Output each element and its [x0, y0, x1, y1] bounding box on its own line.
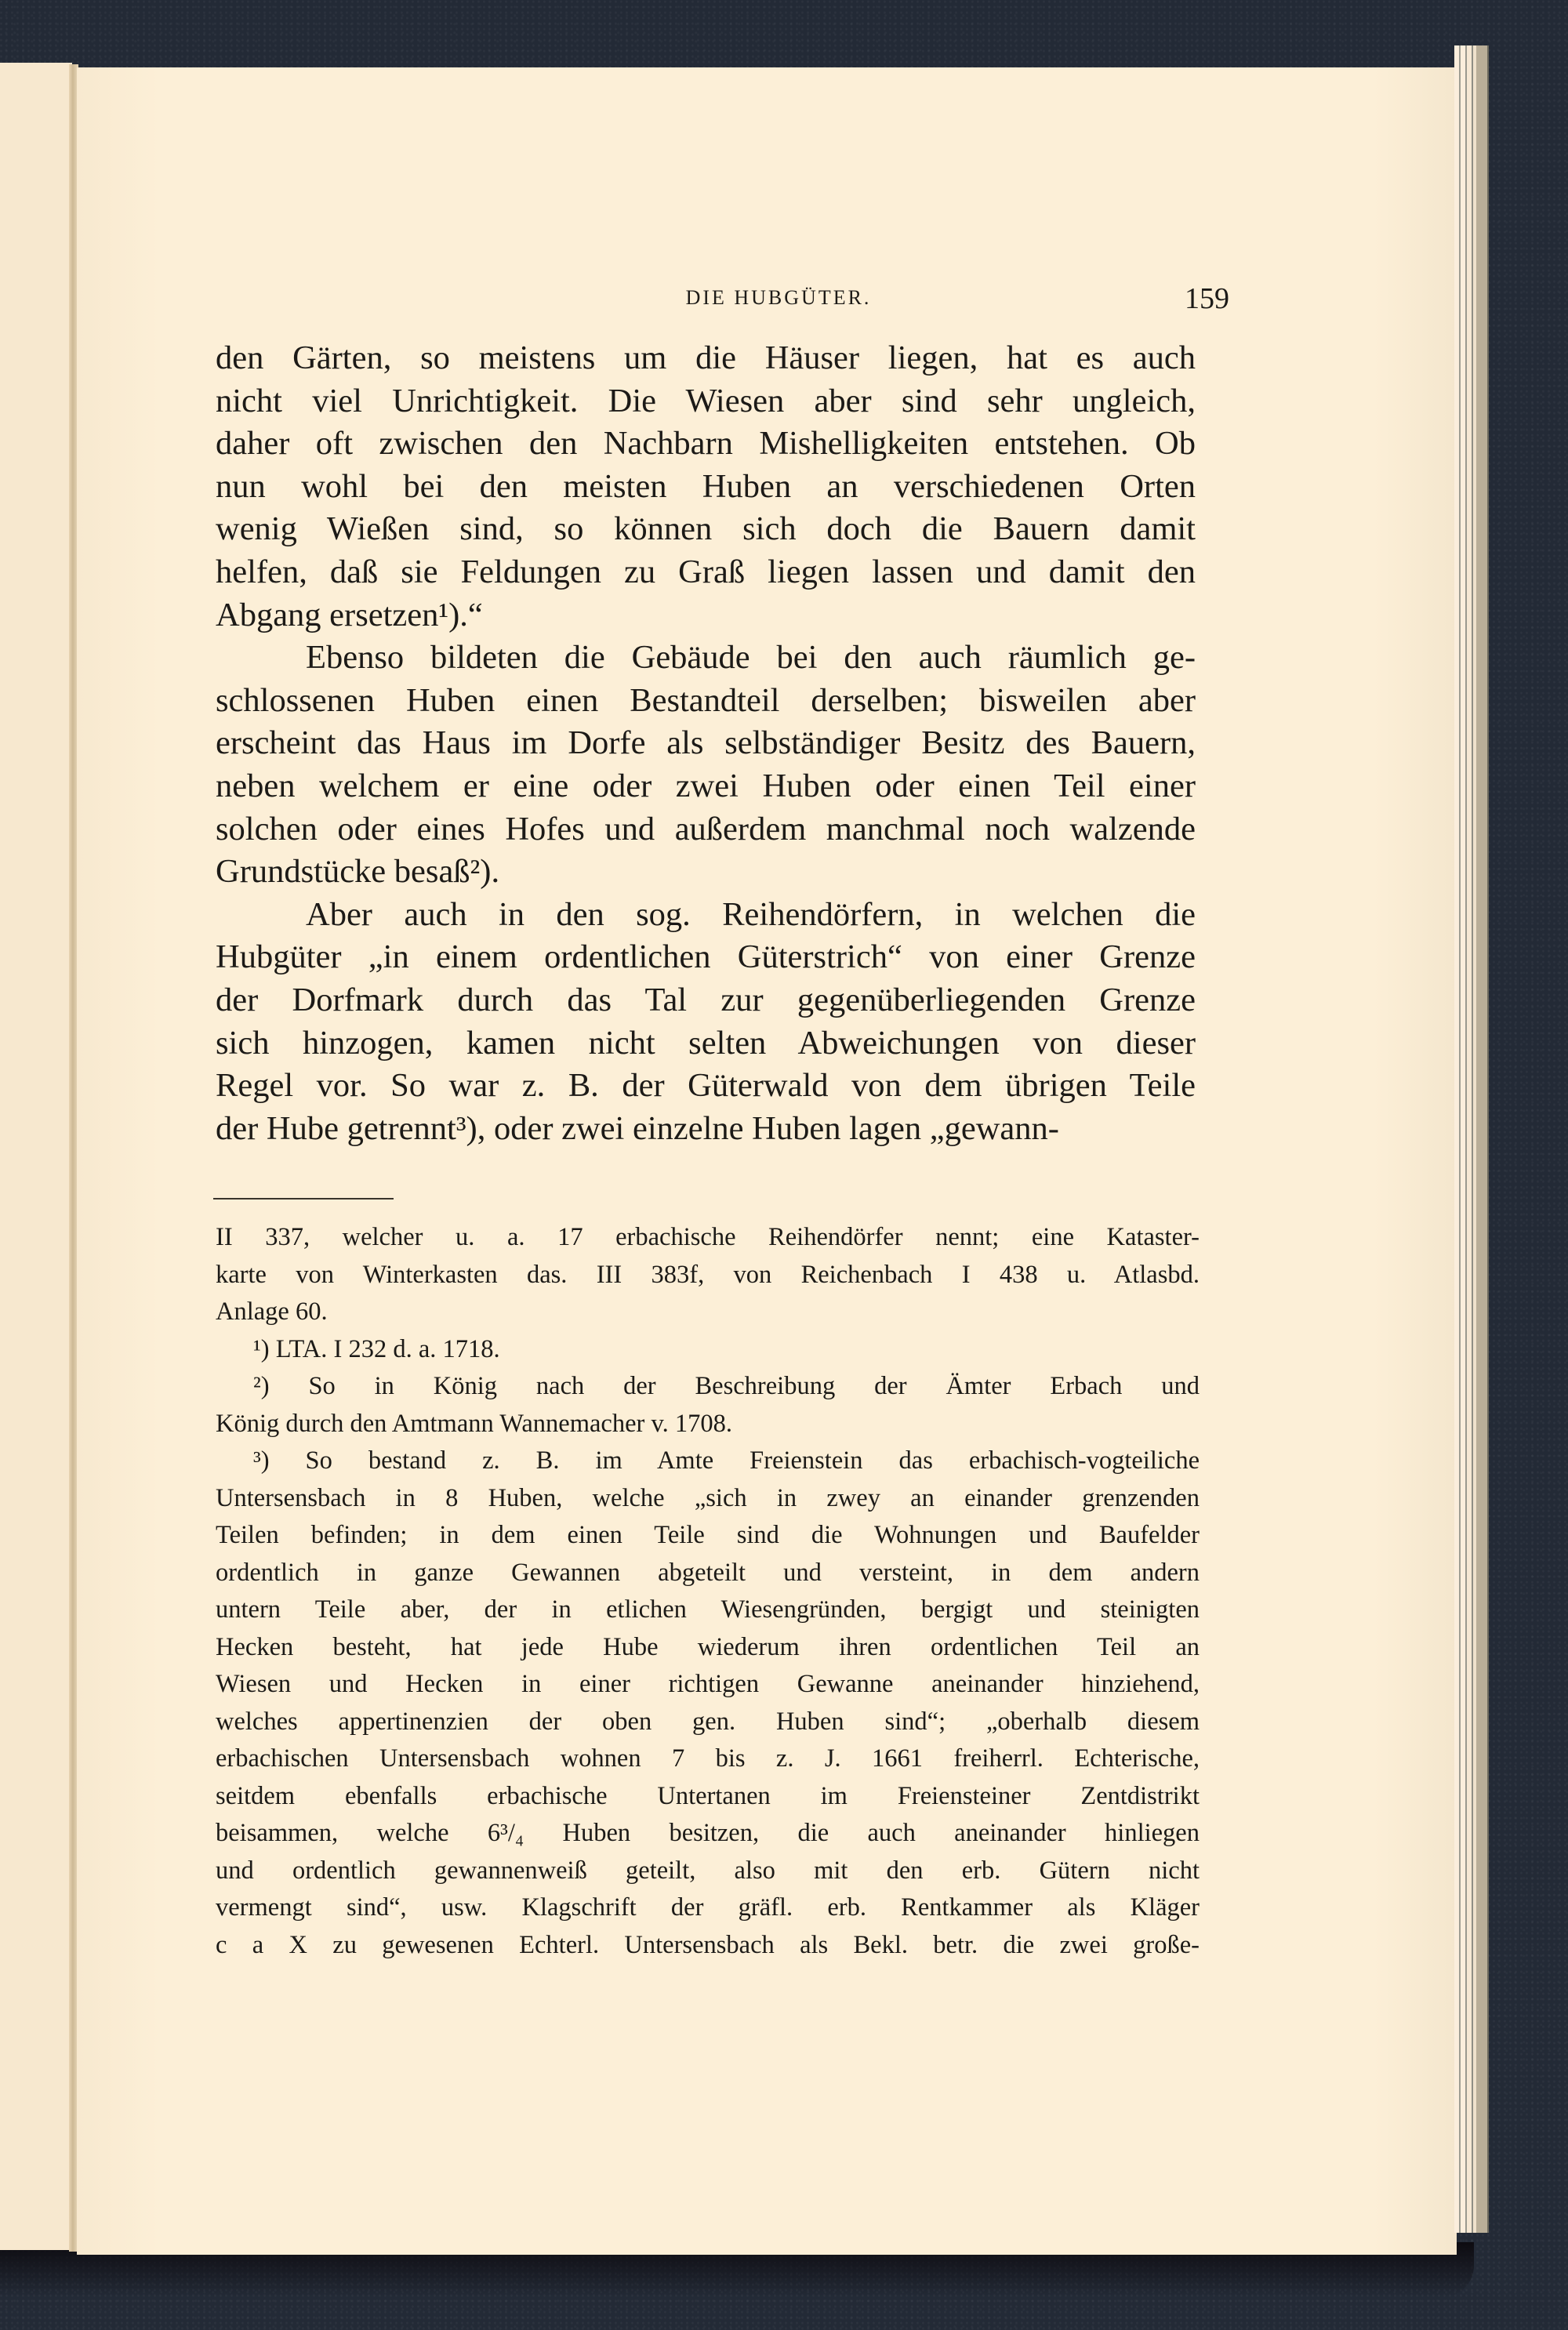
text-line: solchen oder eines Hofes und außerdem manchmal noch walzende — [216, 810, 1196, 847]
text-line: Wiesen und Hecken in einer richtigen Gewanne aneinander hinziehend, — [216, 1670, 1200, 1698]
text-line: Teilen befinden; in dem einen Teile sind die Wohnungen und Baufelder — [216, 1521, 1200, 1549]
text-line: seitdem ebenfalls erbachische Untertanen im Freiensteiner Zentdistrikt — [216, 1781, 1200, 1810]
text-line: ordentlich in ganze Gewannen abgeteilt und versteint, in dem andern — [216, 1558, 1200, 1587]
text-line: Hecken besteht, hat jede Hube wiederum ihren ordentlichen Teil an — [216, 1632, 1200, 1661]
text-line: König durch den Amtmann Wannemacher v. 1708. — [216, 1409, 732, 1438]
text-line: Abgang ersetzen¹).“ — [216, 596, 483, 633]
footnotes — [216, 1219, 1200, 1964]
text-line: erscheint das Haus im Dorfe als selbständiger Besitz des Bauern, — [216, 724, 1196, 762]
paragraph — [216, 337, 1196, 637]
text-line: daher oft zwischen den Nachbarn Mishelligkeiten entstehen. Ob — [216, 425, 1196, 463]
page-number: 159 — [1185, 282, 1229, 315]
footnote — [216, 1219, 1200, 1331]
footnote-separator-rule — [213, 1198, 394, 1199]
text-line: Regel vor. So war z. B. der Güterwald von dem übrigen Teile — [216, 1067, 1196, 1105]
text-line: II 337, welcher u. a. 17 erbachische Reihendörfer nennt; eine Kataster- — [216, 1223, 1200, 1251]
footnote — [216, 1443, 1200, 1964]
text-line: und ordentlich gewannenweiß geteilt, also mit den erb. Gütern nicht — [216, 1856, 1200, 1885]
text-line: der Hube getrennt³), oder zwei einzelne Huben lagen „gewann- — [216, 1109, 1059, 1147]
text-line: schlossenen Huben einen Bestandteil derselben; bisweilen aber — [216, 681, 1196, 719]
text-line: den Gärten, so meistens um die Häuser liegen, hat es auch — [216, 339, 1196, 376]
text-line: Untersensbach in 8 Huben, welche „sich in zwey an einander grenzenden — [216, 1483, 1200, 1512]
text-line: Aber auch in den sog. Reihendörfern, in welchen die — [306, 895, 1196, 933]
running-head — [77, 282, 1457, 318]
text-line: Ebenso bildeten die Gebäude bei den auch räumlich ge- — [306, 639, 1196, 677]
text-line: Grundstücke besaß²). — [216, 853, 500, 891]
body-text — [216, 337, 1196, 1150]
text-line: neben welchem er eine oder zwei Huben oder einen Teil einer — [216, 767, 1196, 804]
text-line: karte von Winterkasten das. III 383f, von Reichenbach I 438 u. Atlasbd. — [216, 1260, 1200, 1289]
text-line: ¹) LTA. I 232 d. a. 1718. — [253, 1334, 500, 1363]
text-line: nun wohl bei den meisten Huben an verschiedenen Orten — [216, 467, 1196, 505]
text-line: Anlage 60. — [216, 1297, 328, 1326]
text-line: beisammen, welche 6³/₄ Huben besitzen, die auch aneinander hinliegen — [216, 1819, 1200, 1847]
text-line: vermengt sind“, usw. Klagschrift der gräfl. erb. Rentkammer als Kläger — [216, 1893, 1200, 1922]
text-line: Hubgüter „in einem ordentlichen Güterstrich“ von einer Grenze — [216, 938, 1196, 976]
left-page-edge — [0, 63, 72, 2250]
text-line: helfen, daß sie Feldungen zu Graß liegen lassen und damit den — [216, 553, 1196, 590]
paragraph — [216, 637, 1196, 894]
text-line: ³) So bestand z. B. im Amte Freienstein das erbachisch-vogteiliche — [253, 1446, 1200, 1475]
text-line: wenig Wießen sind, so können sich doch die Bauern damit — [216, 510, 1196, 548]
text-line: c a X zu gewesenen Echterl. Untersensbach als Bekl. betr. die zwei große- — [216, 1930, 1200, 1959]
text-line: erbachischen Untersensbach wohnen 7 bis z. J. 1661 freiherrl. Echterische, — [216, 1744, 1200, 1773]
footnote — [216, 1368, 1200, 1443]
text-line: der Dorfmark durch das Tal zur gegenüberliegenden Grenze — [216, 981, 1196, 1018]
page-stack-edges — [1454, 45, 1487, 2233]
text-line: ²) So in König nach der Beschreibung der Ämter Erbach und — [253, 1372, 1200, 1400]
text-line: welches appertinenzien der oben gen. Huben sind“; „oberhalb diesem — [216, 1707, 1200, 1736]
paragraph — [216, 894, 1196, 1151]
text-line: nicht viel Unrichtigkeit. Die Wiesen aber sind sehr ungleich, — [216, 382, 1196, 419]
footnote — [216, 1331, 1200, 1369]
text-line: sich hinzogen, kamen nicht selten Abweichungen von dieser — [216, 1024, 1196, 1062]
text-line: untern Teile aber, der in etlichen Wiesengründen, bergigt und steinigten — [216, 1595, 1200, 1624]
running-title: DIE HUBGÜTER. — [685, 286, 872, 309]
